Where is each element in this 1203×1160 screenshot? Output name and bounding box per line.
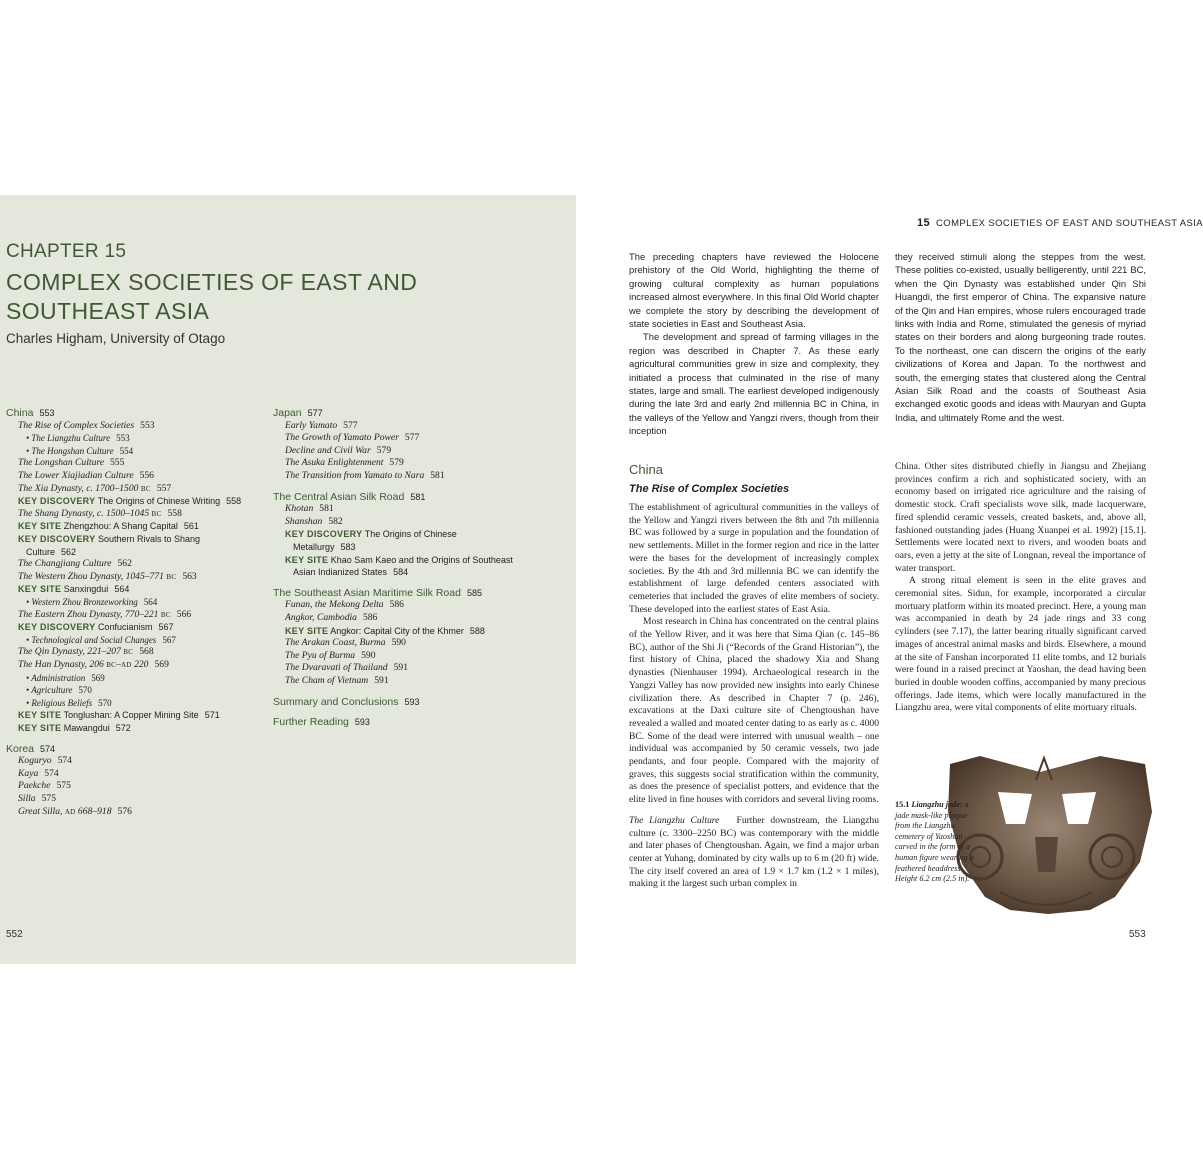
toc-entry [285,457,404,470]
toc-page-number: 574 [57,755,72,767]
toc-key-label: KEY DISCOVERY [18,534,96,544]
toc-entry [285,612,377,625]
toc-entry-text: Great Silla, [18,805,65,817]
toc-entry [18,420,155,433]
toc-entry [285,445,391,458]
toc-entry [18,470,154,483]
toc-subentry [26,432,130,445]
toc-entry-text: The Western Zhou Dynasty, 1045–771 [18,570,167,582]
toc-era-abbrev: BC [151,509,162,518]
toc-page-number: 561 [183,521,199,532]
toc-entry-text: The Longshan Culture [18,457,104,469]
toc-section-entry [273,587,482,600]
toc-key-entry [18,722,131,735]
toc-entry [18,768,59,781]
toc-era-abbrev: BC [160,610,171,619]
liangzhu-run-in-heading: The Liangzhu Culture [629,814,720,826]
figure-caption [895,800,981,885]
toc-entry [285,650,375,663]
toc-section-entry [273,491,425,504]
toc-subentry [26,697,112,710]
toc-entry [18,780,71,793]
toc-entry-text: The Qin Dynasty, 221–207 [18,646,124,658]
toc-entry-text: Zhengzhou: A Shang Capital [63,521,178,532]
toc-entry-text: Early Yamato [285,419,338,431]
toc-page-number: 556 [139,470,154,481]
figure-number: 15.1 [895,800,910,809]
toc-section-entry [273,696,420,709]
intro-column-2 [895,250,1146,424]
toc-subentry [26,596,157,609]
toc-page-number: 554 [119,445,134,456]
toc-entry-text: Metallurgy [293,542,335,552]
toc-page-number: 557 [156,482,172,494]
toc-entry-text: The Cham of Vietnam [285,675,369,686]
toc-key-label: KEY SITE [18,521,62,532]
toc-entry-text: Confucianism [97,622,153,633]
toc-entry-text: Japan [273,407,302,419]
toc-page-number: 575 [41,793,56,804]
toc-entry-text: Asian Indianized States [293,567,388,578]
toc-entry-text: The Eastern Zhou Dynasty, 770–221 [18,608,161,620]
toc-page-number: 575 [56,780,71,792]
toc-entry-text: The Origins of Chinese [364,529,457,540]
toc-entry-text: c. 1500–1045 [96,507,152,519]
toc-entry-text: Mawangdui [63,723,110,733]
toc-page-number: 568 [139,646,154,658]
intro-paragraph-2: The development and spread of farming villages in the region was described in Chapter 7. As these early agricultural communities grew in size and complexity, they initiated a process that culminated in the rise of many states, large and small. The earliest developed indigenously during the late 3rd and early 2nd millennia BC in China, in the valleys of the Yellow and Yangzi rivers, though from their inception [629,331,879,437]
toc-page-number: 577 [343,419,358,431]
toc-era-abbrev: BC [106,661,117,669]
toc-page-number: 581 [319,503,334,515]
running-head-number: 15 [917,217,931,229]
toc-subentry [26,672,105,685]
toc-key-entry [18,709,220,722]
toc-page-number: 563 [182,570,197,582]
toc-subentry [26,684,92,697]
toc-entry-text: Paekche [18,780,51,792]
toc-entry-text: Khotan [285,503,314,515]
toc-entry-text: Tonglushan: A Copper Mining Site [63,710,199,721]
toc-page-number: 583 [340,542,356,552]
toc-entry [18,483,171,496]
toc-key-label: KEY DISCOVERY [18,622,96,633]
toc-page-number: 586 [389,599,404,611]
toc-page-number: 574 [40,743,56,754]
toc-subentry [26,445,133,458]
toc-page-number: 579 [376,444,392,456]
body-paragraph-3: Further downstream, the Liangzhu culture (c. 3300–2250 BC) was contemporary with the middle and later phases of Chengtoushan. Again, we find a major urban center at Yuhang, dominated by city walls up to 6 m (20 ft) wide. The city itself covered an area of 1.9 × 1.7 km (1.2 × 1 miles), making it the largest such urban complex in [629,814,879,890]
toc-page-number: 571 [204,710,220,721]
toc-entry-text: Koguryo [18,755,52,767]
toc-entry-text: Korea [6,742,35,755]
toc-page-number: 590 [391,637,406,649]
left-page [0,195,576,964]
toc-entry-text: • The Liangzhu Culture [26,433,111,444]
toc-entry-text: Sanxingdui [63,584,109,595]
page-number-left: 552 [6,929,23,940]
toc-page-number: 569 [91,672,105,683]
toc-entry-continuation [293,566,408,579]
toc-entry-text: The Origins of Chinese Writing [97,496,221,507]
toc-entry-text: • Administration [26,672,86,683]
toc-entry-text: The Asuka Enlightenment [285,457,384,469]
toc-entry-text: Southern Rivals to Shang [97,534,201,544]
toc-page-number: 588 [469,625,485,636]
toc-key-entry [285,554,513,567]
toc-entry [285,662,408,675]
toc-page-number: 577 [404,432,420,444]
toc-entry-text: – [116,659,121,670]
toc-entry [285,470,445,483]
running-head [917,217,1203,229]
toc-entry-text: Angkor: Capital City of the Khmer [330,625,464,636]
toc-page-number: 590 [361,649,376,661]
toc-entry [285,503,334,516]
toc-entry [18,806,132,819]
toc-entry-text: The Transition from Yamato to Nara [285,470,425,481]
body-paragraph-5: A strong ritual element is seen in the elite graves and ceremonial sites. Sidun, for example, incorporated a circular mortuary platform within its moated precinct. Here, a young man was accompanied in death by 24 jade rings and 33 cong cylinders (see 7.17), the latter bearing ritually significant carved images of ancestral animal masks and birds. Elsewhere, a mound at the site of Fanshan incorporated 11 elite tombs, and 12 burials were found in a raised precinct at Yaoshan, the dead having been buried in double wooden coffins, accompanied by many precious offerings. Jade items, which were locally manufactured in the Liangzhu area, were vital components of elite mortuary rituals. [895,575,1146,714]
body-column-1 [629,502,879,891]
toc-entry [18,755,72,768]
toc-entry-text: • Religious Beliefs [26,697,93,708]
toc-page-number: 581 [430,470,445,481]
toc-entry-text: Further Reading [273,716,349,729]
toc-section-entry [273,716,370,729]
intro-column-1 [629,250,879,438]
toc-key-label: KEY SITE [18,710,62,721]
toc-entry-text: The Pyu of Burma [285,649,356,661]
toc-entry-text: China [6,407,34,419]
toc-entry-text: • Technological and Social Changes [26,634,157,645]
toc-key-entry [285,625,485,638]
toc-entry [18,609,191,622]
toc-section-entry [6,407,54,420]
chapter-title-line-1: COMPLEX SOCIETIES OF EAST AND [6,269,418,295]
toc-entry [285,599,404,612]
toc-page-number: 593 [404,696,420,707]
toc-entry-text: The Arakan Coast, Burma [285,637,386,649]
toc-key-label: KEY DISCOVERY [18,496,96,507]
toc-entry-text: The Shang Dynasty, [18,507,97,519]
toc-entry [18,457,124,470]
toc-entry [18,793,56,806]
toc-entry [18,659,169,672]
body-paragraph-2: Most research in China has concentrated on the central plains of the Yellow River, and it was here that Sima Qian (c. 145–86 BC), author of the Shi Ji (“Records of the Grand Historian”), the first history of China, placed the shadowy Xia and Shang dynasties (Nienhauser 1994). Archaeological research in the Yangzi Valley has now provided new insights into early Chinese civilization there. As described in Chapter 7 (p. 246), excavations at the Daxi culture site of Chengtoushan have revealed a walled and moated center dating to as early as c. 4000 BC. Some of the dead were interred with unusual wealth – one individual was accompanied by 50 ceramic vessels, two jade pendants, and four people. Compared with the majority of graves, this suggests social stratification within the community, as does the presence of specialist potters, and evidence that the elite lived in fine houses with corridors and several living rooms. [629,616,879,806]
toc-page-number: 558 [167,507,182,519]
page-number-right: 553 [1129,929,1146,940]
toc-entry [285,432,419,445]
toc-key-entry [18,621,174,634]
toc-entry-text: Summary and Conclusions [273,695,399,708]
toc-key-entry [18,533,200,546]
toc-entry-text: Funan, the Mekong Delta [285,599,384,611]
toc-page-number: 591 [393,662,408,674]
toc-entry-text: 220 [131,659,149,670]
toc-page-number: 572 [115,723,131,733]
toc-entry [18,646,154,659]
toc-key-entry [18,583,129,596]
section-heading: China [629,462,663,477]
figure-title: Liangzhu jade: [911,800,963,809]
toc-page-number: 566 [176,608,192,620]
toc-entry-text: The Changjiang Culture [18,558,112,570]
toc-page-number: 564 [114,584,130,595]
toc-key-label: KEY SITE [285,625,329,636]
chapter-author: Charles Higham, University of Otago [6,331,226,346]
running-head-text: COMPLEX SOCIETIES OF EAST AND SOUTHEAST ASIA [936,218,1203,229]
toc-entry [285,675,389,688]
toc-page-number: 586 [362,612,378,623]
toc-key-entry [285,528,457,541]
subsection-heading: The Rise of Complex Societies [629,483,790,495]
toc-page-number: 570 [78,685,92,696]
toc-page-number: 577 [307,408,323,418]
toc-entry-text: The Rise of Complex Societies [18,419,135,431]
toc-entry-text: • Agriculture [26,685,73,696]
toc-entry-text: c. 1700–1500 [86,482,141,494]
toc-entry-continuation [293,541,356,554]
toc-entry-text: Decline and Civil War [285,444,371,456]
toc-entry [285,637,406,650]
toc-entry [18,558,132,571]
toc-key-entry [18,495,241,508]
toc-page-number: 562 [61,546,77,557]
toc-key-label: KEY DISCOVERY [285,529,363,540]
toc-entry-text: Culture [26,546,56,557]
toc-entry-text: 668–918 [75,805,112,817]
body-paragraph-1: The establishment of agricultural communities in the valleys of the Yellow and Yangzi rivers between the 8th and 7th millennia BC was followed by a surge in population and the foundation of new settlements. Millet in the former region and rice in the latter were the bases for the development of increasingly complex societies. By the 4th and 3rd millennia BC we can identify the establishment of large defended centers associated with cemeteries that included the graves of elite members of society. These developed into the earliest states of East Asia. [629,502,879,615]
toc-key-entry [18,520,199,533]
toc-page-number: 558 [226,496,242,507]
toc-page-number: 582 [328,515,343,527]
chapter-title-line-2: SOUTHEAST ASIA [6,298,210,324]
toc-page-number: 555 [110,457,125,469]
toc-key-label: KEY SITE [285,554,329,565]
toc-page-number: 567 [162,634,176,645]
toc-entry [18,571,197,584]
toc-page-number: 564 [143,597,158,607]
toc-page-number: 593 [354,717,370,728]
toc-entry-text: The Xia Dynasty, [18,482,87,494]
toc-key-label: KEY SITE [18,584,62,595]
toc-page-number: 567 [158,622,174,633]
toc-entry-text: Angkor, Cambodia [285,612,357,623]
intro-paragraph-3: they received stimuli along the steppes from the west. These polities co-existed, usually belligerently, until 221 BC, when the Qin Dynasty was established under Qin Shi Huangdi, the first emperor of China. The expansive nature of the Qin and Han empires, whose rulers encouraged trade links with India and Rome, stimulated the genesis of myriad states on their borders and along burgeoning trade routes. To the northeast, one can discern the origins of the early civilizations of Korea and Japan. To the northwest and south, the emerging states that clustered along the Central Asian Silk Road and the coasts of Southeast Asia exchanged exotic goods and ideas with Mauryan and Gupta India, and ultimately Rome and the west. [895,251,1146,423]
chapter-label: CHAPTER 15 [6,241,127,262]
toc-subentry [26,634,176,647]
toc-entry [285,516,343,529]
toc-entry-text: The Han Dynasty, 206 [18,659,107,670]
toc-page-number: 553 [39,408,55,418]
toc-entry-text: • The Hongshan Culture [26,445,114,456]
toc-era-abbrev: BC [140,484,151,493]
toc-era-abbrev: AD [64,807,76,816]
toc-entry-text: The Lower Xiajiadian Culture [18,470,134,481]
toc-page-number: 569 [154,659,169,670]
toc-page-number: 581 [410,491,426,502]
toc-entry-text: • Western Zhou Bronzeworking [26,597,138,607]
toc-page-number: 576 [117,805,132,817]
toc-entry [18,508,182,521]
toc-era-abbrev: AD [120,661,132,669]
toc-page-number: 553 [140,419,155,431]
body-paragraph-4: China. Other sites distributed chiefly in Jiangsu and Zhejiang provinces confirm a rich and sophisticated society, with an economy based on irrigated rice agriculture and the raising of domestic stock. Craft specialists wove silk, made lacquerware, fired splendid ceramic vessels, created baskets, and, above all, fashioned outstanding jades (Huang Xuanpei et al. 1992) [15.1]. Settlements were located next to rivers, and wooden boats and oars, even a jetty at the site of Longnan, reveal the importance of water transport. [895,461,1146,574]
intro-paragraph-1: The preceding chapters have reviewed the Holocene prehistory of the Old World, highlighting the theme of growing cultural complexity as human populations increased almost everywhere. In this final Old World chapter we complete the story by describing the development of state societies in East and Southeast Asia. [629,251,879,330]
toc-page-number: 585 [466,587,482,598]
toc-section-entry [6,743,55,756]
toc-entry-text: Silla [18,793,36,804]
toc-page-number: 591 [374,675,389,686]
body-column-2 [895,461,1146,715]
toc-section-entry [273,407,323,420]
figure-caption-text: a jade mask-like plaque from the Liangzhu cemetery of Yaoshan carved in the form of a human figure wearing a feathered headdress. Height 6.2 cm (2.5 in). [895,800,974,884]
toc-key-label: KEY SITE [18,723,62,733]
toc-entry-text: Shanshan [285,515,323,527]
toc-page-number: 562 [117,558,132,570]
toc-entry-text: The Growth of Yamato Power [285,432,399,444]
toc-era-abbrev: BC [123,648,134,657]
toc-entry-continuation [26,546,76,559]
toc-page-number: 579 [389,457,404,469]
toc-entry-text: Khao Sam Kaeo and the Origins of Southeast [330,554,513,565]
toc-entry-text: Kaya [18,767,39,779]
toc-page-number: 553 [116,433,130,444]
toc-entry [285,420,358,433]
toc-entry-text: The Central Asian Silk Road [273,490,405,503]
toc-era-abbrev: BC [166,572,177,581]
toc-page-number: 584 [393,567,409,578]
toc-entry-text: The Southeast Asian Maritime Silk Road [273,586,461,599]
toc-page-number: 574 [44,767,59,779]
toc-entry-text: The Dvaravati of Thailand [285,662,388,674]
toc-page-number: 570 [98,697,112,708]
